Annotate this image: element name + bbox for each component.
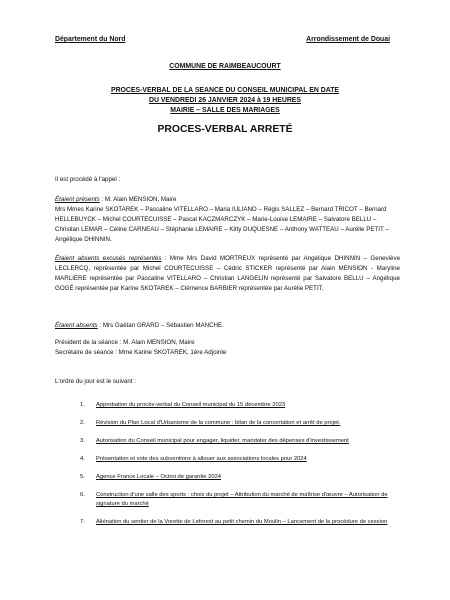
agenda-intro: L'ordre du jour est le suivant :: [55, 378, 136, 385]
session-title-line-1: PROCES-VERBAL DE LA SEANCE DU CONSEIL MUNICIPAL EN DATE: [110, 87, 340, 94]
pv-title: PROCES-VERBAL ARRETÉ: [157, 124, 293, 135]
absent-label: Étaient absents: [55, 322, 98, 329]
agenda-item: [80, 518, 400, 527]
present-members: [55, 195, 400, 245]
agenda-item-number: 1.: [80, 402, 85, 408]
absent-list: : Mrs Gaëtan GRARD – Sébastien MANCHE.: [97, 322, 224, 329]
agenda-item-number: 4.: [80, 456, 85, 462]
department-header: Département du Nord: [55, 36, 126, 43]
arrondissement-header: Arrondissement de Douai: [306, 36, 390, 43]
absent-members: [55, 321, 400, 331]
agenda-item-number: 3.: [80, 438, 85, 444]
roll-call-intro: Il est procédé à l'appel :: [55, 176, 121, 183]
agenda-item-text: Agence France Locale – Octroi de garantie 2024: [96, 474, 222, 480]
agenda-item: [80, 473, 400, 482]
agenda-item-text: Révision du Plan Local d'Urbanisme de la commune : bilan de la concertation et arrêt de projet.: [96, 420, 341, 426]
agenda-item-number: 5.: [80, 474, 85, 480]
agenda-item-number: 6.: [80, 492, 85, 498]
agenda-list: [80, 401, 400, 527]
commune-name: COMMUNE DE RAIMBEAUCOURT: [169, 63, 281, 70]
excused-label: Étaient absents excusés représentés: [55, 255, 162, 262]
excused-list: : Mme Mrs David MORTREUX représenté par Angélique DHINNIN – Geneviève LECLERCQ, représentée par Michel COURTECUISSE – Cédric STICKER représenté par Alain MENSION - Maryline MARLIERE représentée par Pascaline VITELLARO – Christian LANGELIN représenté par Salvatore BELLU – Angélique GOGÉ représentée par Karine SKOTAREK – Clémence BARBIER représentée par Aurélie PETIT.: [55, 255, 401, 292]
session-title-line-2: DU VENDREDI 26 JANVIER 2024 à 19 HEURES: [148, 97, 302, 104]
agenda-item: [80, 491, 400, 509]
session-officers: [55, 338, 400, 358]
agenda-item-text: Construction d'une salle des sports : choix du projet – Attribution du marché de maîtrise d'œuvre – Autorisation de signature du marché: [96, 492, 388, 507]
session-president: Président de la séance : M. Alain MENSION, Maire: [55, 339, 195, 346]
agenda-item-text: Aliénation du sentier de la Vorette de Leforest au petit chemin du Moulin – Lancement de la procédure de cession: [96, 519, 388, 525]
present-list: Mrs Mmes Karine SKOTAREK – Pascaline VITELLARO – Maria IULIANO – Régis SALLEZ – Bernard TRICOT – Bernard HELLEBUYCK – Michel COURTECUISSE – Pascal KACZMARCZYK – Marie-Louise LEMAIRE – Salvatore BELLU – Christian LEMAR – Céline CARNEAU – Stéphanie LEMAIRE – Kitty DUQUESNE – Anthony WATTEAU – Aurélie PETIT – Angélique DHINNIN.: [55, 206, 389, 243]
agenda-item-text: Approbation du procès-verbal du Conseil municipal du 15 décembre 2023: [96, 402, 286, 408]
session-title-line-3: MAIRIE – SALLE DES MARIAGES: [170, 107, 280, 114]
agenda-item: [80, 455, 400, 464]
agenda-item-number: 2.: [80, 420, 85, 426]
session-secretary: Secrétaire de séance : Mme Karine SKOTAREK, 1ère Adjointe: [55, 349, 227, 356]
agenda-item: [80, 401, 400, 410]
session-title: [0, 86, 450, 116]
present-mayor: : M. Alain MENSION, Maire: [99, 196, 177, 203]
agenda-item-number: 7.: [80, 519, 85, 525]
agenda-item-text: Présentation et vote des subventions à allouer aux associations locales pour 2024: [96, 456, 307, 462]
excused-members: [55, 254, 400, 294]
agenda-item: [80, 437, 400, 446]
agenda-item-text: Autorisation du Conseil municipal pour engager, liquider, mandater des dépenses d'investissement: [96, 438, 349, 444]
present-label: Étaient présents: [55, 196, 100, 203]
agenda-item: [80, 419, 400, 428]
